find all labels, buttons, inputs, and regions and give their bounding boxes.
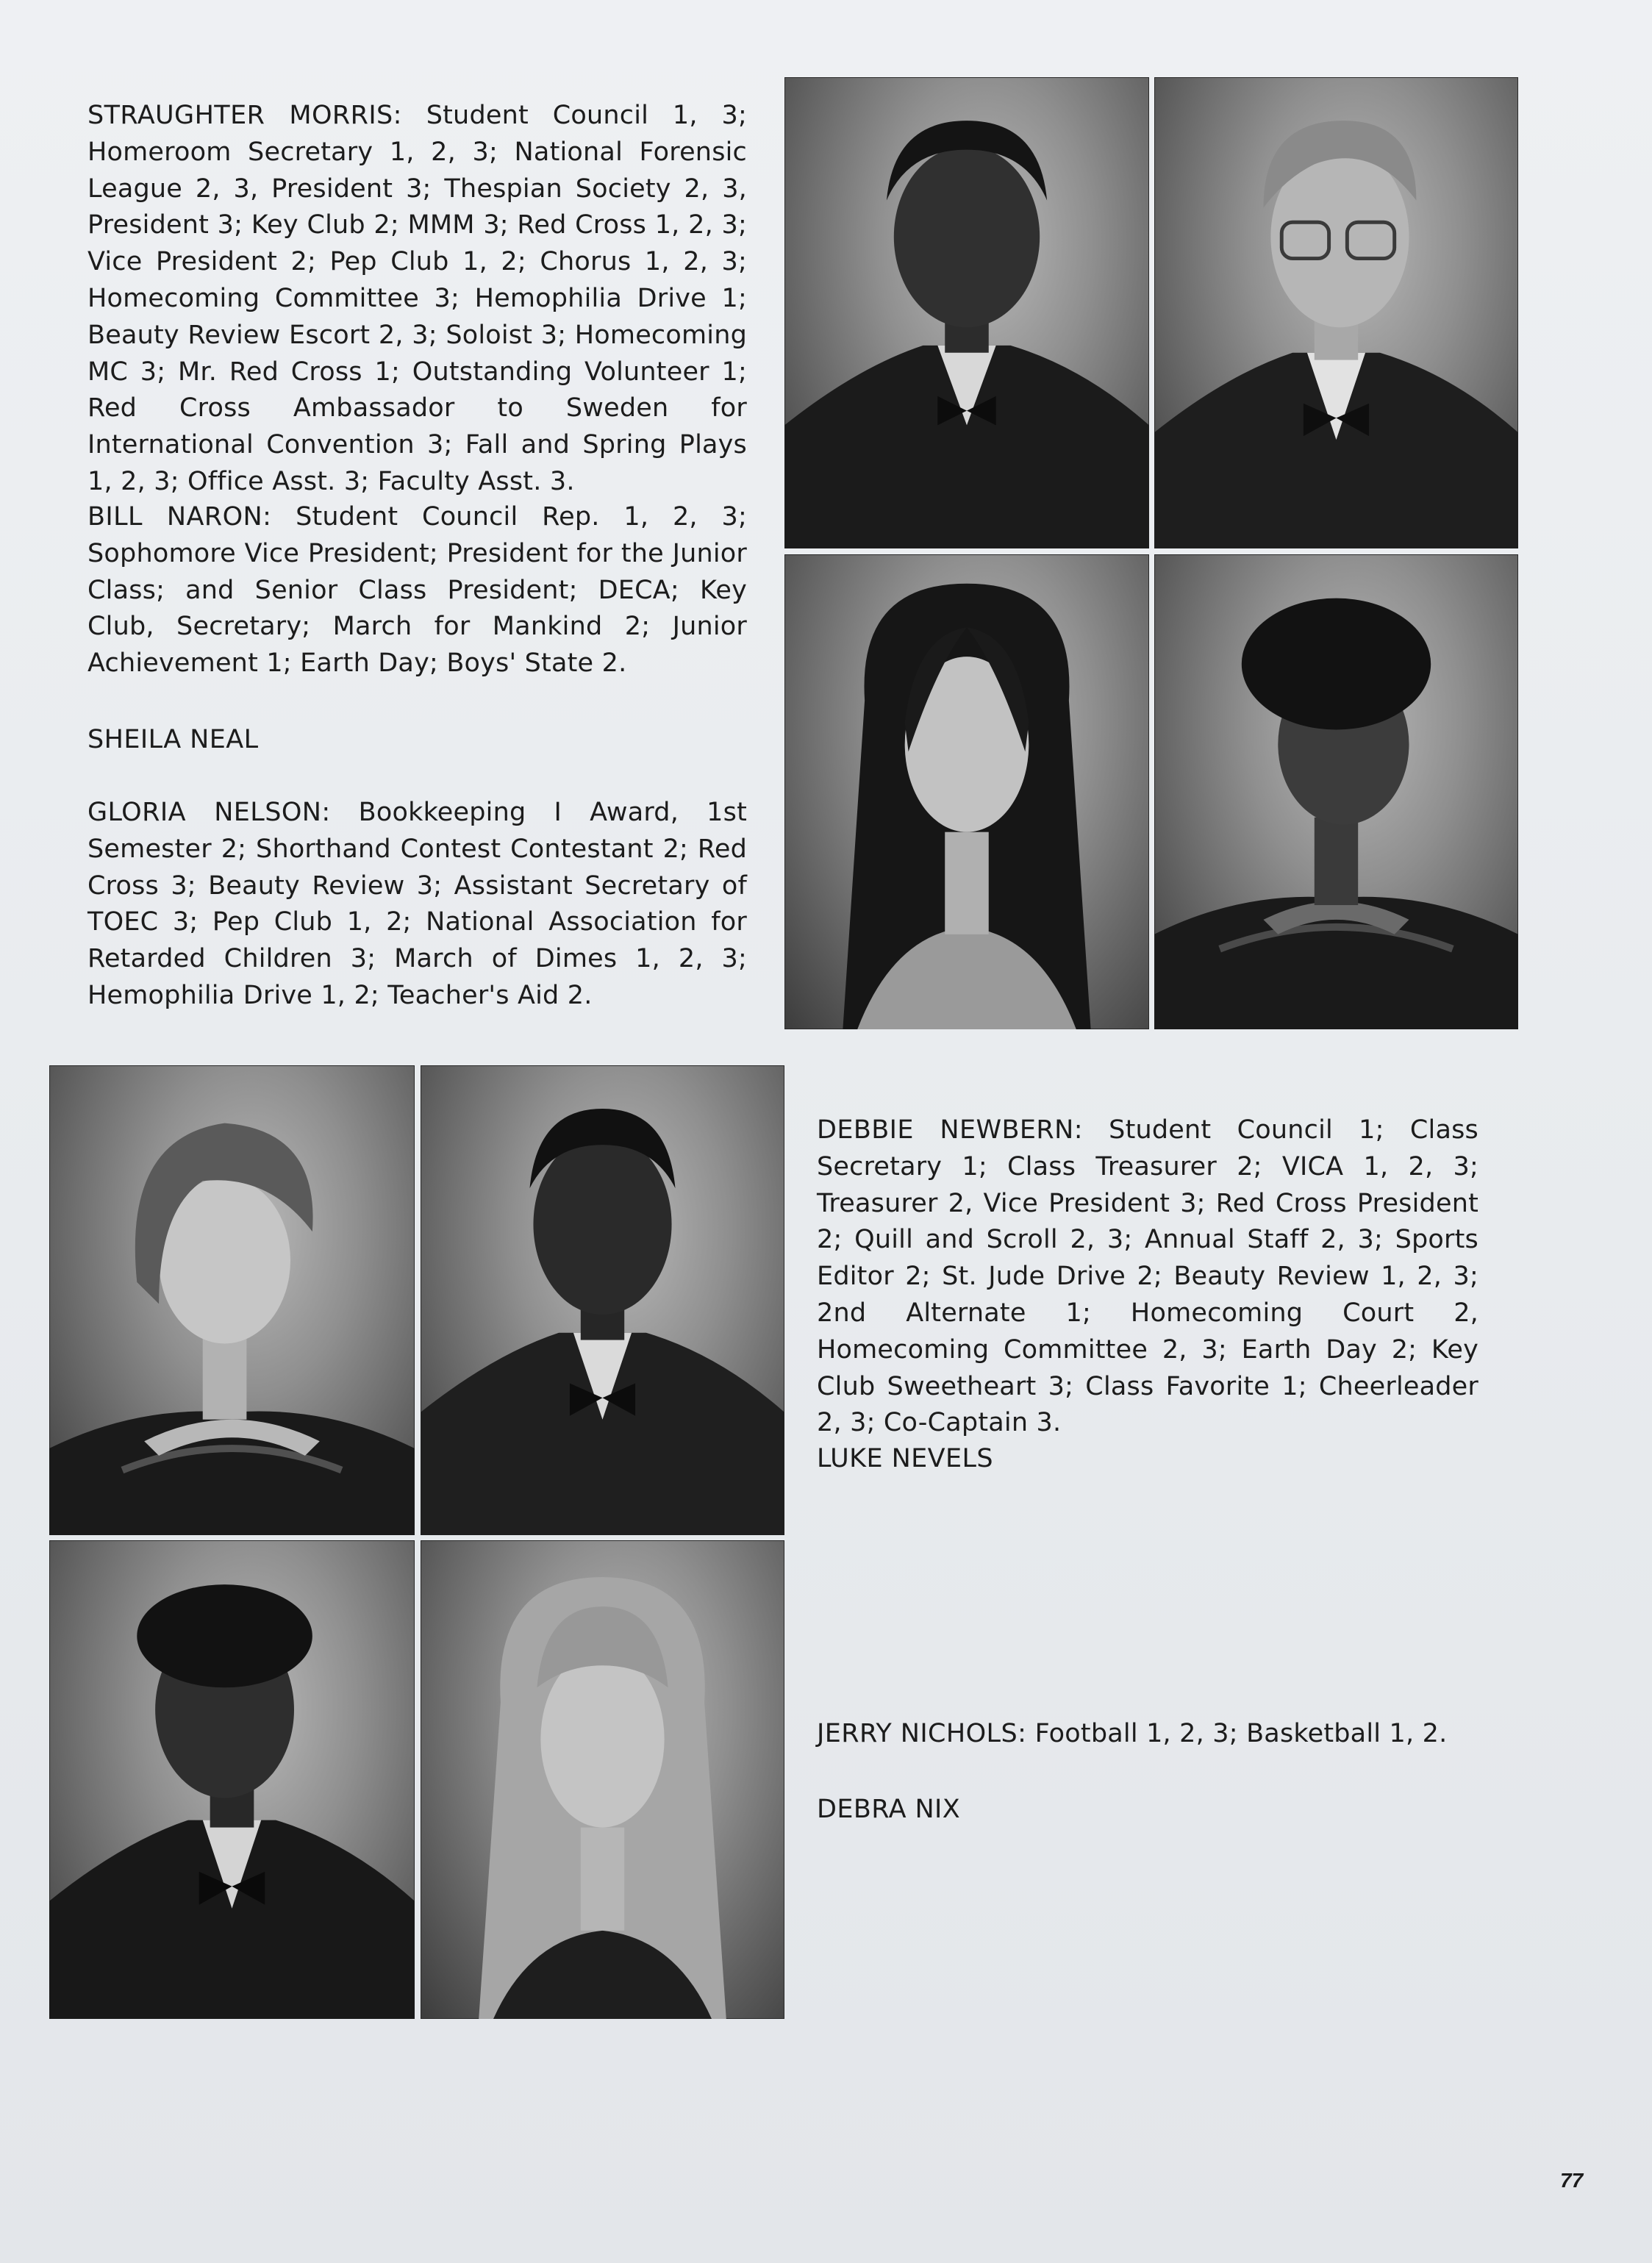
- portrait-photo-gloria-nelson: [1154, 554, 1518, 1029]
- bio-text: Student Council Rep. 1, 2, 3; Sophomore Vice President; President for the Junior Class; and Senior Class President; DECA; Key Club, Secretary; March for Mankind 2; Junior Achievement 1; Earth Day; Boys' State 2.: [87, 502, 747, 679]
- bio-name: JERRY NICHOLS:: [817, 1719, 1027, 1748]
- portrait-photo-straughter-morris: [784, 77, 1149, 548]
- bio-text: Bookkeeping I Award, 1st Semester 2; Shorthand Contest Contestant 2; Red Cross 3; Beauty Review 3; Assistant Secretary of TOEC 3; Pep Club 1, 2; National Association for Retarded Children 3; March of Dimes 1, 2, 3; Hemophilia Drive 1, 2; Teacher's Aid 2.: [87, 798, 747, 1010]
- bio-name: DEBBIE NEWBERN:: [817, 1115, 1083, 1145]
- page-number: 77: [1560, 2169, 1584, 2192]
- portrait-photo-sheila-neal: [784, 554, 1149, 1029]
- bio-text: Student Council 1; Class Secretary 1; Class Treasurer 2; VICA 1, 2, 3; Treasurer 2, Vice President 3; Red Cross President 2; Quill and Scroll 2, 3; Annual Staff 2, 3; Sports Editor 2; St. Jude Drive 2; Beauty Review 1, 2, 3; 2nd Alternate 1; Homecoming Court 2, Homecoming Committee 2, 3; Earth Day 2; Key Club Sweetheart 3; Class Favorite 1; Cheerleader 2, 3; Co-Captain 3.: [817, 1115, 1478, 1438]
- bio-text: Student Council 1, 3; Homeroom Secretary 1, 2, 3; National Forensic League 2, 3, President 3; Thespian Society 2, 3, President 3; Key Club 2; MMM 3; Red Cross 1, 2, 3; Vice President 2; Pep Club 1, 2; Chorus 1, 2, 3; Homecoming Committee 3; Hemophilia Drive 1; Beauty Review Escort 2, 3; Soloist 3; Homecoming MC 3; Mr. Red Cross 1; Outstanding Volunteer 1; Red Cross Ambassador to Sweden for International Convention 3; Fall and Spring Plays 1, 2, 3; Office Asst. 3; Faculty Asst. 3.: [87, 101, 747, 496]
- bio-gloria-nelson: [87, 795, 747, 1015]
- bio-name: GLORIA NELSON:: [87, 798, 331, 827]
- bio-sheila-neal: [87, 722, 747, 759]
- bio-debbie-newbern: [817, 1112, 1478, 1442]
- bio-luke-nevels: [817, 1441, 1478, 1478]
- portrait-photo-debra-nix: [421, 1540, 784, 2019]
- portrait-photo-luke-nevels: [421, 1065, 784, 1535]
- bio-straughter-morris: [87, 98, 747, 501]
- bio-text: Football 1, 2, 3; Basketball 1, 2.: [1026, 1719, 1448, 1748]
- bio-name: BILL NARON:: [87, 502, 272, 532]
- portrait-photo-jerry-nichols: [49, 1540, 415, 2019]
- bio-bill-naron: [87, 499, 747, 682]
- bio-name: SHEILA NEAL: [87, 725, 259, 754]
- bio-jerry-nichols: [817, 1716, 1478, 1753]
- bio-name: STRAUGHTER MORRIS:: [87, 101, 402, 130]
- portrait-photo-bill-naron: [1154, 77, 1518, 548]
- bio-name: DEBRA NIX: [817, 1795, 961, 1824]
- bio-debra-nix: [817, 1792, 1478, 1828]
- bio-name: LUKE NEVELS: [817, 1444, 994, 1473]
- portrait-photo-debbie-newbern: [49, 1065, 415, 1535]
